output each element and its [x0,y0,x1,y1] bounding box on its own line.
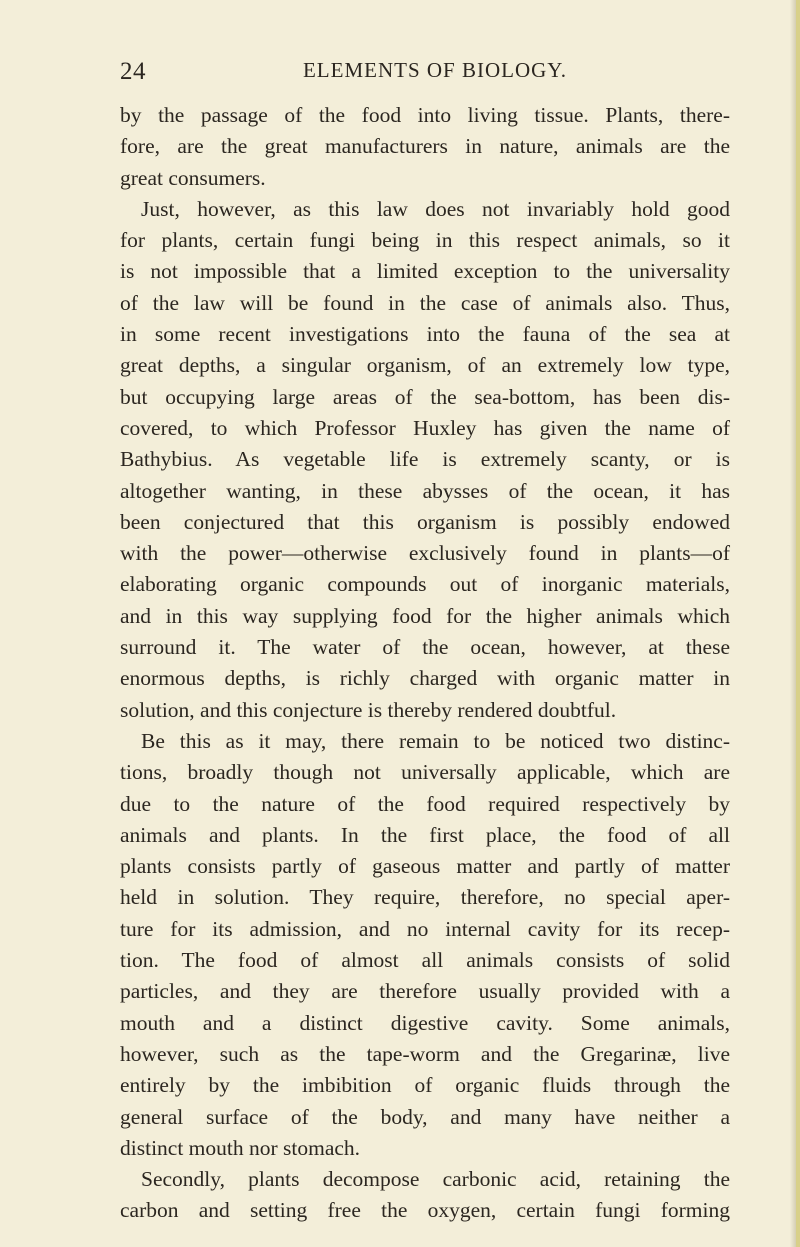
text-line: ture for its admission, and no internal cavity for its recep- [120,916,730,941]
text-line: due to the nature of the food required respectively by [120,791,730,816]
text-line: great consumers. [120,165,266,190]
text-line: plants consists partly of gaseous matter and partly of matter [120,854,730,879]
text-line: elaborating organic compounds out of inorganic materials, [120,572,730,597]
text-line: for plants, certain fungi being in this respect animals, so it [120,228,730,253]
text-line: fore, are the great manufacturers in nature, animals are the [120,134,730,159]
page-header [120,58,730,90]
text-line: general surface of the body, and many have neither a [120,1104,730,1129]
text-line: tion. The food of almost all animals consists of solid [120,948,730,973]
text-line: solution, and this conjecture is thereby rendered doubtful. [120,697,617,722]
text-line: and in this way supplying food for the higher animals which [120,603,730,628]
text-line: distinct mouth nor stomach. [120,1135,361,1160]
text-line: but occupying large areas of the sea-bottom, has been dis- [120,384,730,409]
text-line: surround it. The water of the ocean, however, at these [120,635,730,660]
text-line: enormous depths, is richly charged with organic matter in [120,666,730,691]
text-line: altogether wanting, in these abysses of the ocean, it has [120,478,730,503]
text-line: held in solution. They require, therefore, no special aper- [120,885,730,910]
text-line: covered, to which Professor Huxley has given the name of [120,415,730,440]
text-line: is not impossible that a limited exception to the universality [120,259,730,284]
text-line: with the power—otherwise exclusively found in plants—of [120,541,730,566]
text-line: great depths, a singular organism, of an extremely low type, [120,353,730,378]
text-line: carbon and setting free the oxygen, certain fungi forming [120,1198,730,1223]
text-line: Just, however, as this law does not invariably hold good [141,196,730,221]
text-line: mouth and a distinct digestive cavity. Some animals, [120,1010,730,1035]
text-line: entirely by the imbibition of organic fluids through the [120,1073,730,1098]
running-head: ELEMENTS OF BIOLOGY. [302,58,568,82]
body-text [120,100,730,1227]
text-line: particles, and they are therefore usually provided with a [120,979,730,1004]
text-line: of the law will be found in the case of animals also. Thus, [120,290,730,315]
text-line: by the passage of the food into living tissue. Plants, there- [120,103,730,127]
text-line: however, such as the tape-worm and the Gregarinæ, live [120,1041,730,1066]
text-line: been conjectured that this organism is possibly endowed [120,509,730,534]
text-line: animals and plants. In the first place, the food of all [120,822,730,847]
page-edge-strip [796,0,800,1247]
text-line: Bathybius. As vegetable life is extremely scanty, or is [120,447,730,472]
text-line: in some recent investigations into the fauna of the sea at [120,322,730,347]
text-line: Secondly, plants decompose carbonic acid, retaining the [141,1167,730,1192]
text-line: tions, broadly though not universally applicable, which are [120,760,730,785]
text-line: Be this as it may, there remain to be noticed two distinc- [141,728,730,753]
page-number: 24 [120,58,146,85]
